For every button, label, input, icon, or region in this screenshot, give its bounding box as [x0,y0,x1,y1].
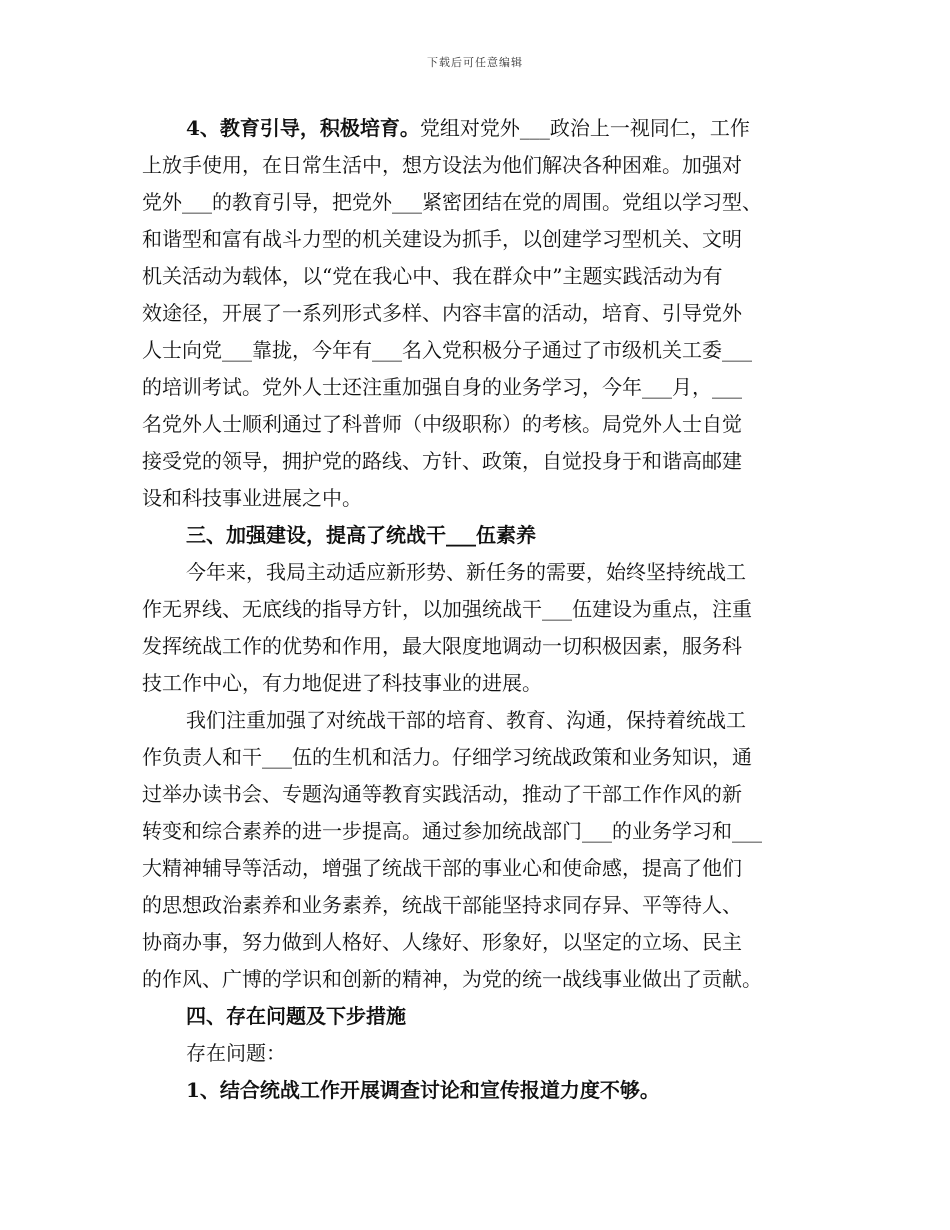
problem-item-1: 1、结合统战工作开展调查讨论和宣传报道力度不够。 [186,1078,660,1102]
section-4-text: 党组对党外___政治上一视同仁，工作 [419,116,750,140]
paragraph-line: 协商办事，努力做到人格好、人缘好、形象好，以坚定的立场、民主 [142,930,742,954]
paragraph-line: 过举办读书会、专题沟通等教育实践活动，推动了干部工作作风的新 [142,782,742,806]
paragraph-line: 名党外人士顺利通过了科普师（中级职称）的考核。局党外人士自觉 [142,412,742,436]
paragraph-line: 机关活动为载体，以“党在我心中、我在群众中”主题实践活动为有 [142,264,723,288]
section-four-heading: 四、存在问题及下步措施 [186,1004,406,1028]
paragraph-line: 的思想政治素养和业务素养，统战干部能坚持求同存异、平等待人、 [142,893,742,917]
paragraph-line: 的作风、广博的学识和创新的精神，为党的统一战线事业做出了贡献。 [142,967,762,991]
paragraph-line: 党外___的教育引导，把党外___紧密团结在党的周围。党组以学习型、 [142,190,762,214]
paragraph-line: 上放手使用，在日常生活中，想方设法为他们解决各种困难。加强对 [142,153,742,177]
paragraph-line: 今年来，我局主动适应新形势、新任务的需要，始终坚持统战工 [186,560,746,584]
paragraph-line: 大精神辅导等活动，增强了统战干部的事业心和使命感，提高了他们 [142,856,742,880]
paragraph-line: 和谐型和富有战斗力型的机关建设为抓手，以创建学习型机关、文明 [142,227,742,251]
document-body [142,110,824,1109]
paragraph-line: 转变和综合素养的进一步提高。通过参加统战部门___的业务学习和___ [142,819,762,843]
paragraph-line: 技工作中心，有力地促进了科技事业的进展。 [142,671,542,695]
section-4-heading: 4、教育引导，积极培育。 [186,116,420,140]
paragraph-line: 我们注重加强了对统战干部的培育、教育、沟通，保持着统战工 [186,708,746,732]
paragraph-line: 作负责人和干___伍的生机和活力。仔细学习统战政策和业务知识，通 [142,745,752,769]
paragraph-line: 发挥统战工作的优势和作用，最大限度地调动一切积极因素，服务科 [142,634,742,658]
paragraph-line: 设和科技事业进展之中。 [142,486,362,510]
section-3-heading: 三、加强建设，提高了统战干___伍素养 [186,523,536,547]
section-4-line-1 [142,110,824,147]
paragraph-line: 作无界线、无底线的指导方针，以加强统战干___伍建设为重点，注重 [142,597,752,621]
paragraph-line: 效途径，开展了一系列形式多样、内容丰富的活动，培育、引导党外 [142,301,742,325]
page-header: 下载后可任意编辑 [427,56,523,69]
problems-subheading: 存在问题： [186,1041,286,1065]
paragraph-line: 接受党的领导，拥护党的路线、方针、政策，自觉投身于和谐高邮建 [142,449,742,473]
paragraph-line: 人士向党___靠拢，今年有___名入党积极分子通过了市级机关工委___ [142,338,752,362]
paragraph-line: 的培训考试。党外人士还注重加强自身的业务学习，今年___月，___ [142,375,742,399]
